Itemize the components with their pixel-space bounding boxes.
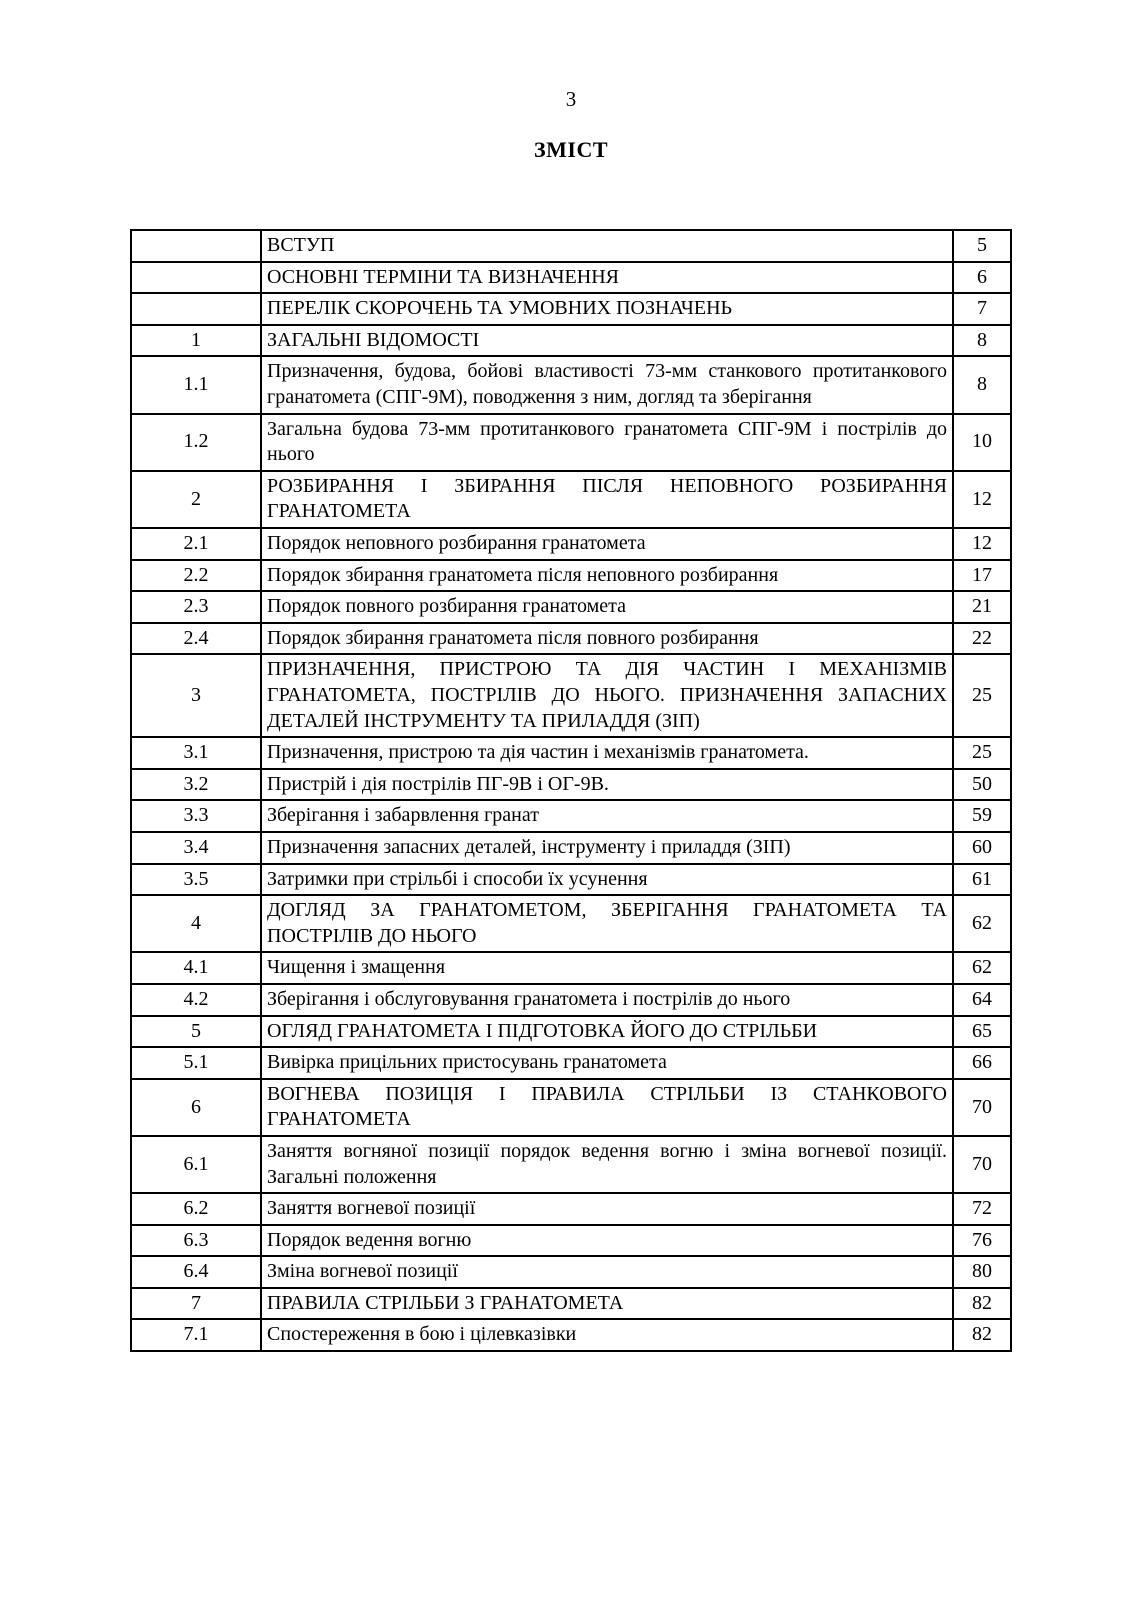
row-number-cell: 5.1 (131, 1047, 261, 1079)
toc-body (131, 230, 1011, 1351)
table-row (131, 800, 1011, 832)
row-title-cell: Зберігання і обслуговування гранатомета і пострілів до нього (261, 984, 953, 1016)
row-title-cell: Зміна вогневої позиції (261, 1256, 953, 1288)
table-row (131, 1225, 1011, 1257)
row-number-cell: 2.4 (131, 623, 261, 655)
row-number-cell: 3.3 (131, 800, 261, 832)
table-row (131, 864, 1011, 896)
row-title-cell: Загальна будова 73-мм протитанкового гранатомета СПГ-9М і пострілів до нього (261, 414, 953, 471)
row-page-cell: 59 (953, 800, 1011, 832)
row-number-cell: 1 (131, 325, 261, 357)
row-title-cell: ПРАВИЛА СТРІЛЬБИ З ГРАНАТОМЕТА (261, 1288, 953, 1320)
row-page-cell: 70 (953, 1079, 1011, 1136)
table-row (131, 230, 1011, 262)
table-row (131, 623, 1011, 655)
row-title-cell: Чищення і змащення (261, 952, 953, 984)
row-title-cell: Порядок ведення вогню (261, 1225, 953, 1257)
row-page-cell: 64 (953, 984, 1011, 1016)
table-row (131, 293, 1011, 325)
row-number-cell: 1.1 (131, 356, 261, 413)
table-row (131, 262, 1011, 294)
row-title-cell: ВСТУП (261, 230, 953, 262)
table-row (131, 737, 1011, 769)
row-page-cell: 76 (953, 1225, 1011, 1257)
row-title-cell: ЗАГАЛЬНІ ВІДОМОСТІ (261, 325, 953, 357)
row-number-cell: 6 (131, 1079, 261, 1136)
row-title-cell: Призначення, будова, бойові властивості 73-мм станкового протитанкового гранатомета (СПГ-9М), поводження з ним, догляд та зберігання (261, 356, 953, 413)
row-title-cell: Пристрій і дія пострілів ПГ-9В і ОГ-9В. (261, 769, 953, 801)
table-row (131, 591, 1011, 623)
table-row (131, 560, 1011, 592)
row-page-cell: 12 (953, 471, 1011, 528)
table-row (131, 471, 1011, 528)
row-number-cell: 2.2 (131, 560, 261, 592)
row-number-cell: 6.3 (131, 1225, 261, 1257)
row-title-cell: Порядок збирання гранатомета після повного розбирання (261, 623, 953, 655)
row-page-cell: 8 (953, 356, 1011, 413)
row-title-cell: Заняття вогневої позиції (261, 1193, 953, 1225)
row-page-cell: 65 (953, 1016, 1011, 1048)
row-title-cell: Зберігання і забарвлення гранат (261, 800, 953, 832)
row-page-cell: 82 (953, 1288, 1011, 1320)
row-title-cell: Заняття вогняної позиції порядок ведення вогню і зміна вогневої позиції. Загальні положення (261, 1136, 953, 1193)
row-title-cell: ОСНОВНІ ТЕРМІНИ ТА ВИЗНАЧЕННЯ (261, 262, 953, 294)
row-number-cell (131, 230, 261, 262)
row-number-cell: 6.2 (131, 1193, 261, 1225)
table-row (131, 984, 1011, 1016)
page-title: ЗМІСТ (534, 137, 608, 163)
row-number-cell: 2.1 (131, 528, 261, 560)
table-row (131, 1079, 1011, 1136)
row-page-cell: 62 (953, 895, 1011, 952)
row-number-cell: 3.1 (131, 737, 261, 769)
row-title-cell: Призначення запасних деталей, інструменту і приладдя (ЗІП) (261, 832, 953, 864)
row-number-cell: 5 (131, 1016, 261, 1048)
row-page-cell: 82 (953, 1319, 1011, 1351)
row-number-cell: 6.4 (131, 1256, 261, 1288)
row-number-cell: 4.1 (131, 952, 261, 984)
row-page-cell: 50 (953, 769, 1011, 801)
table-row (131, 528, 1011, 560)
row-title-cell: ОГЛЯД ГРАНАТОМЕТА І ПІДГОТОВКА ЙОГО ДО СТРІЛЬБИ (261, 1016, 953, 1048)
table-row (131, 1256, 1011, 1288)
row-number-cell (131, 262, 261, 294)
row-page-cell: 6 (953, 262, 1011, 294)
row-title-cell: Порядок збирання гранатомета після неповного розбирання (261, 560, 953, 592)
table-row (131, 895, 1011, 952)
row-number-cell: 3.5 (131, 864, 261, 896)
row-number-cell: 7.1 (131, 1319, 261, 1351)
table-row (131, 769, 1011, 801)
row-number-cell (131, 293, 261, 325)
row-page-cell: 61 (953, 864, 1011, 896)
row-page-cell: 25 (953, 654, 1011, 737)
row-title-cell: Призначення, пристрою та дія частин і механізмів гранатомета. (261, 737, 953, 769)
table-row (131, 654, 1011, 737)
row-title-cell: ПРИЗНАЧЕННЯ, ПРИСТРОЮ ТА ДІЯ ЧАСТИН І МЕХАНІЗМІВ ГРАНАТОМЕТА, ПОСТРІЛІВ ДО НЬОГО. ПРИЗНАЧЕННЯ ЗАПАСНИХ ДЕТАЛЕЙ ІНСТРУМЕНТУ ТА ПРИЛАДДЯ (ЗІП) (261, 654, 953, 737)
row-page-cell: 62 (953, 952, 1011, 984)
row-number-cell: 3 (131, 654, 261, 737)
table-row (131, 1319, 1011, 1351)
table-row (131, 356, 1011, 413)
row-number-cell: 3.4 (131, 832, 261, 864)
row-page-cell: 21 (953, 591, 1011, 623)
row-page-cell: 17 (953, 560, 1011, 592)
row-title-cell: Спостереження в бою і цілевказівки (261, 1319, 953, 1351)
table-row (131, 832, 1011, 864)
row-number-cell: 7 (131, 1288, 261, 1320)
row-number-cell: 4.2 (131, 984, 261, 1016)
row-title-cell: ДОГЛЯД ЗА ГРАНАТОМЕТОМ, ЗБЕРІГАННЯ ГРАНАТОМЕТА ТА ПОСТРІЛІВ ДО НЬОГО (261, 895, 953, 952)
table-row (131, 1016, 1011, 1048)
table-row (131, 1047, 1011, 1079)
row-page-cell: 10 (953, 414, 1011, 471)
row-page-cell: 22 (953, 623, 1011, 655)
table-row (131, 414, 1011, 471)
row-title-cell: Порядок повного розбирання гранатомета (261, 591, 953, 623)
row-page-cell: 60 (953, 832, 1011, 864)
table-row (131, 1288, 1011, 1320)
row-page-cell: 72 (953, 1193, 1011, 1225)
row-page-cell: 70 (953, 1136, 1011, 1193)
table-row (131, 1193, 1011, 1225)
table-row (131, 325, 1011, 357)
row-page-cell: 12 (953, 528, 1011, 560)
row-number-cell: 1.2 (131, 414, 261, 471)
row-page-cell: 5 (953, 230, 1011, 262)
row-number-cell: 6.1 (131, 1136, 261, 1193)
row-number-cell: 3.2 (131, 769, 261, 801)
page-number: 3 (565, 87, 577, 111)
toc-table (130, 229, 1012, 1352)
row-title-cell: Затримки при стрільбі і способи їх усунення (261, 864, 953, 896)
row-title-cell: Порядок неповного розбирання гранатомета (261, 528, 953, 560)
row-page-cell: 8 (953, 325, 1011, 357)
table-row (131, 1136, 1011, 1193)
row-page-cell: 25 (953, 737, 1011, 769)
row-title-cell: РОЗБИРАННЯ І ЗБИРАННЯ ПІСЛЯ НЕПОВНОГО РОЗБИРАННЯ ГРАНАТОМЕТА (261, 471, 953, 528)
row-page-cell: 7 (953, 293, 1011, 325)
row-number-cell: 4 (131, 895, 261, 952)
row-page-cell: 80 (953, 1256, 1011, 1288)
row-title-cell: ВОГНЕВА ПОЗИЦІЯ І ПРАВИЛА СТРІЛЬБИ ІЗ СТАНКОВОГО ГРАНАТОМЕТА (261, 1079, 953, 1136)
table-row (131, 952, 1011, 984)
row-number-cell: 2 (131, 471, 261, 528)
row-title-cell: ПЕРЕЛІК СКОРОЧЕНЬ ТА УМОВНИХ ПОЗНАЧЕНЬ (261, 293, 953, 325)
row-title-cell: Вивірка прицільних пристосувань гранатомета (261, 1047, 953, 1079)
row-page-cell: 66 (953, 1047, 1011, 1079)
row-number-cell: 2.3 (131, 591, 261, 623)
